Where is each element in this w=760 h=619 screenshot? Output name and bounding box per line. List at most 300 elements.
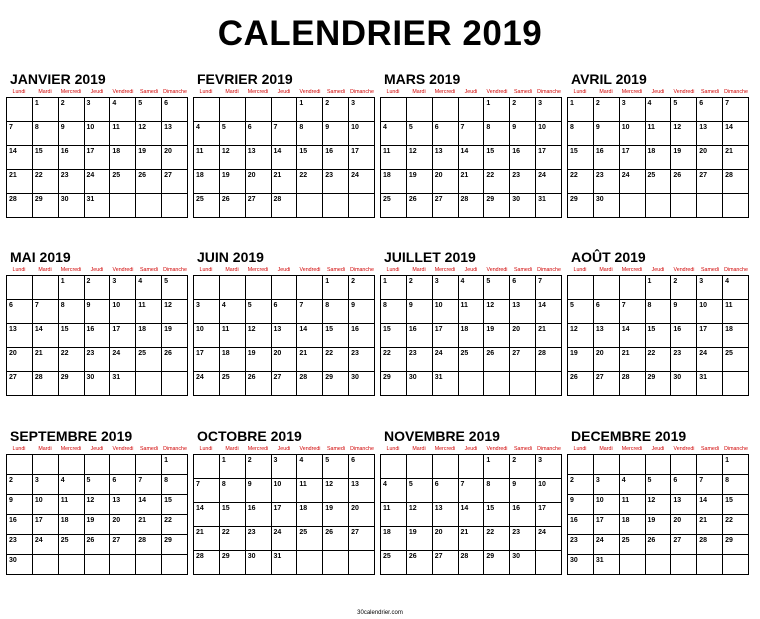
weekday-label: Mardi — [412, 446, 426, 452]
day-cell — [484, 551, 510, 575]
day-number: 9 — [512, 481, 517, 488]
day-cell — [406, 194, 432, 218]
day-cell — [136, 122, 162, 146]
day-cell — [297, 372, 323, 396]
day-cell — [697, 455, 723, 475]
week-row — [7, 372, 188, 396]
day-number: 20 — [512, 326, 521, 333]
day-cell — [406, 479, 432, 503]
day-number: 18 — [299, 505, 308, 512]
day-number: 1 — [164, 457, 168, 464]
day-cell — [136, 276, 162, 300]
day-cell — [219, 194, 245, 218]
day-cell — [697, 170, 723, 194]
day-number: 14 — [9, 148, 17, 155]
day-number: 6 — [512, 278, 517, 285]
day-number: 16 — [512, 505, 521, 512]
day-number: 15 — [486, 148, 495, 155]
weekday-label: Dimanche — [724, 267, 748, 273]
week-row — [7, 535, 188, 555]
day-number: 9 — [570, 497, 574, 504]
day-number: 26 — [86, 537, 95, 544]
day-cell — [323, 503, 349, 527]
day-number: 22 — [221, 529, 230, 536]
day-cell — [697, 495, 723, 515]
day-cell — [381, 194, 407, 218]
day-number: 22 — [325, 350, 334, 357]
day-number: 25 — [383, 196, 391, 203]
day-number: 23 — [247, 529, 256, 536]
day-number: 6 — [112, 477, 117, 484]
day-number: 25 — [647, 172, 656, 179]
day-cell — [58, 475, 84, 495]
day-number: 2 — [351, 278, 355, 285]
day-number: 28 — [34, 374, 43, 381]
weekday-label: Vendredi — [299, 446, 321, 452]
weekday-label: Dimanche — [537, 446, 561, 452]
month-grid — [567, 454, 749, 575]
day-cell — [323, 348, 349, 372]
day-number: 17 — [273, 505, 282, 512]
day-cell — [619, 122, 645, 146]
day-number: 28 — [9, 196, 17, 203]
day-cell — [593, 515, 619, 535]
day-cell — [58, 122, 84, 146]
month-title: DECEMBRE 2019 — [571, 428, 687, 444]
day-number: 16 — [325, 148, 334, 155]
day-cell — [723, 555, 749, 575]
day-cell — [271, 276, 297, 300]
day-number: 30 — [9, 557, 17, 564]
day-number: 23 — [351, 350, 359, 357]
day-number: 2 — [86, 278, 91, 285]
day-number: 11 — [460, 302, 468, 309]
day-cell — [619, 348, 645, 372]
day-number: 14 — [725, 124, 733, 131]
day-cell — [619, 276, 645, 300]
day-cell — [271, 146, 297, 170]
day-cell — [536, 194, 562, 218]
day-number: 20 — [164, 148, 172, 155]
day-cell — [110, 300, 136, 324]
day-cell — [697, 324, 723, 348]
day-number: 9 — [512, 124, 517, 131]
day-cell — [568, 146, 594, 170]
day-number: 7 — [725, 100, 729, 107]
day-cell — [110, 170, 136, 194]
day-cell — [162, 98, 188, 122]
day-number: 8 — [299, 124, 304, 131]
day-cell — [271, 551, 297, 575]
day-cell — [458, 170, 484, 194]
day-number: 11 — [383, 505, 391, 512]
day-cell — [7, 555, 33, 575]
day-number: 30 — [570, 557, 578, 564]
day-cell — [536, 122, 562, 146]
weekday-label: Samedi — [327, 267, 345, 273]
day-number: 29 — [325, 374, 334, 381]
weekday-label: Mercredi — [434, 89, 456, 95]
day-cell — [510, 455, 536, 479]
day-cell — [593, 555, 619, 575]
day-cell — [110, 348, 136, 372]
day-number: 25 — [112, 172, 121, 179]
day-cell — [32, 300, 58, 324]
day-cell — [619, 555, 645, 575]
weekday-label: Mercredi — [621, 89, 643, 95]
week-row — [381, 348, 562, 372]
day-number: 24 — [112, 350, 121, 357]
day-cell — [697, 348, 723, 372]
week-row — [568, 276, 749, 300]
weekday-label: Lundi — [573, 89, 587, 95]
day-number: 25 — [621, 537, 630, 544]
day-cell — [194, 372, 220, 396]
day-cell — [219, 146, 245, 170]
day-cell — [458, 348, 484, 372]
day-cell — [406, 348, 432, 372]
day-number: 4 — [196, 124, 200, 131]
day-number: 1 — [60, 278, 65, 285]
month-grid — [380, 454, 562, 575]
weekday-label: Lundi — [386, 446, 400, 452]
day-cell — [697, 535, 723, 555]
weekday-label: Samedi — [514, 267, 532, 273]
day-number: 25 — [60, 537, 69, 544]
day-cell — [32, 372, 58, 396]
day-cell — [484, 527, 510, 551]
day-cell — [568, 170, 594, 194]
day-number: 1 — [570, 100, 574, 107]
day-number: 6 — [273, 302, 278, 309]
day-cell — [381, 372, 407, 396]
day-cell — [349, 503, 375, 527]
day-cell — [697, 515, 723, 535]
day-cell — [323, 551, 349, 575]
day-cell — [58, 348, 84, 372]
day-cell — [245, 122, 271, 146]
day-number: 28 — [460, 196, 469, 203]
day-cell — [484, 503, 510, 527]
day-number: 12 — [408, 148, 417, 155]
weekday-label: Dimanche — [163, 446, 187, 452]
weekday-label: Mardi — [225, 89, 239, 95]
day-cell — [723, 495, 749, 515]
day-number: 21 — [621, 350, 630, 357]
day-cell — [432, 146, 458, 170]
day-number: 26 — [164, 350, 172, 357]
day-number: 10 — [196, 326, 204, 333]
day-cell — [349, 372, 375, 396]
day-cell — [723, 535, 749, 555]
day-cell — [162, 348, 188, 372]
day-number: 13 — [247, 148, 256, 155]
day-number: 7 — [9, 124, 13, 131]
day-cell — [536, 300, 562, 324]
day-cell — [162, 535, 188, 555]
day-cell — [723, 194, 749, 218]
day-cell — [162, 170, 188, 194]
day-cell — [645, 324, 671, 348]
week-row — [7, 98, 188, 122]
day-number: 15 — [164, 497, 172, 504]
day-cell — [162, 555, 188, 575]
weekday-label: Mardi — [38, 267, 52, 273]
day-number: 2 — [408, 278, 413, 285]
day-cell — [110, 98, 136, 122]
day-number: 5 — [138, 100, 143, 107]
day-number: 21 — [273, 172, 282, 179]
day-number: 17 — [699, 326, 708, 333]
day-cell — [297, 194, 323, 218]
week-row — [568, 300, 749, 324]
day-number: 29 — [383, 374, 391, 381]
day-cell — [536, 98, 562, 122]
day-number: 2 — [595, 100, 600, 107]
weekday-label: Samedi — [140, 89, 158, 95]
day-number: 9 — [595, 124, 600, 131]
day-cell — [58, 146, 84, 170]
weekday-header — [6, 266, 188, 274]
day-cell — [536, 551, 562, 575]
day-number: 30 — [60, 196, 69, 203]
day-cell — [194, 324, 220, 348]
day-cell — [162, 300, 188, 324]
day-cell — [7, 194, 33, 218]
month-calendar — [567, 70, 749, 218]
day-number: 19 — [138, 148, 147, 155]
week-row — [381, 551, 562, 575]
month-calendar — [6, 427, 188, 575]
day-cell — [406, 503, 432, 527]
day-cell — [697, 555, 723, 575]
day-cell — [245, 324, 271, 348]
day-cell — [484, 455, 510, 479]
day-cell — [219, 300, 245, 324]
day-cell — [349, 146, 375, 170]
day-cell — [723, 276, 749, 300]
day-number: 25 — [138, 350, 147, 357]
weekday-label: Jeudi — [464, 89, 478, 95]
day-cell — [406, 146, 432, 170]
day-number: 23 — [673, 350, 682, 357]
month-calendar — [380, 248, 562, 396]
day-number: 26 — [138, 172, 147, 179]
weekday-header — [193, 445, 375, 453]
day-cell — [219, 122, 245, 146]
day-number: 19 — [486, 326, 495, 333]
day-cell — [510, 503, 536, 527]
day-number: 10 — [351, 124, 359, 131]
day-cell — [194, 276, 220, 300]
weekday-label: Jeudi — [90, 89, 104, 95]
weekday-label: Jeudi — [277, 446, 291, 452]
day-number: 30 — [512, 196, 521, 203]
day-cell — [136, 324, 162, 348]
day-number: 10 — [273, 481, 282, 488]
day-cell — [458, 527, 484, 551]
day-number: 14 — [460, 148, 469, 155]
day-cell — [349, 455, 375, 479]
day-cell — [32, 455, 58, 475]
weekday-label: Jeudi — [90, 267, 104, 273]
day-number: 16 — [595, 148, 604, 155]
day-number: 15 — [486, 505, 495, 512]
day-cell — [194, 551, 220, 575]
day-cell — [58, 98, 84, 122]
day-cell — [484, 194, 510, 218]
day-cell — [645, 348, 671, 372]
day-number: 25 — [299, 529, 308, 536]
day-cell — [7, 98, 33, 122]
day-number: 22 — [647, 350, 656, 357]
day-number: 20 — [112, 517, 121, 524]
day-number: 14 — [699, 497, 708, 504]
day-cell — [297, 146, 323, 170]
day-number: 14 — [460, 505, 469, 512]
weekday-label: Mercredi — [247, 446, 269, 452]
day-cell — [84, 495, 110, 515]
day-number: 1 — [486, 457, 491, 464]
day-cell — [32, 515, 58, 535]
week-row — [7, 515, 188, 535]
day-cell — [484, 324, 510, 348]
day-cell — [568, 455, 594, 475]
week-row — [381, 372, 562, 396]
weekday-label: Vendredi — [486, 89, 508, 95]
day-number: 6 — [164, 100, 168, 107]
day-number: 30 — [512, 553, 521, 560]
day-cell — [593, 324, 619, 348]
day-cell — [619, 475, 645, 495]
day-cell — [406, 170, 432, 194]
day-cell — [323, 300, 349, 324]
day-cell — [723, 98, 749, 122]
day-cell — [84, 170, 110, 194]
day-cell — [84, 276, 110, 300]
day-cell — [458, 503, 484, 527]
day-cell — [297, 503, 323, 527]
day-number: 22 — [486, 529, 495, 536]
day-cell — [568, 300, 594, 324]
day-number: 29 — [570, 196, 578, 203]
day-cell — [697, 475, 723, 495]
day-cell — [162, 122, 188, 146]
day-number: 31 — [273, 553, 282, 560]
day-number: 23 — [595, 172, 604, 179]
day-cell — [723, 372, 749, 396]
day-number: 2 — [512, 457, 517, 464]
day-number: 8 — [725, 477, 729, 484]
day-cell — [245, 372, 271, 396]
day-number: 2 — [325, 100, 330, 107]
day-number: 9 — [408, 302, 413, 309]
day-number: 24 — [86, 172, 95, 179]
day-number: 3 — [351, 100, 355, 107]
day-cell — [297, 527, 323, 551]
day-number: 8 — [486, 124, 491, 131]
day-cell — [593, 372, 619, 396]
day-cell — [349, 324, 375, 348]
day-number: 6 — [247, 124, 252, 131]
day-cell — [136, 515, 162, 535]
day-cell — [536, 527, 562, 551]
day-number: 16 — [351, 326, 359, 333]
day-cell — [458, 276, 484, 300]
day-cell — [536, 170, 562, 194]
day-number: 11 — [621, 497, 630, 504]
day-number: 23 — [570, 537, 578, 544]
day-cell — [510, 122, 536, 146]
weekday-label: Mardi — [38, 446, 52, 452]
day-cell — [593, 300, 619, 324]
weekday-label: Vendredi — [673, 446, 695, 452]
day-cell — [110, 194, 136, 218]
day-cell — [406, 98, 432, 122]
day-number: 6 — [673, 477, 678, 484]
weekday-label: Vendredi — [112, 446, 134, 452]
day-cell — [323, 146, 349, 170]
day-number: 3 — [112, 278, 117, 285]
day-number: 11 — [725, 302, 733, 309]
day-cell — [58, 555, 84, 575]
day-cell — [723, 122, 749, 146]
day-cell — [645, 122, 671, 146]
day-cell — [7, 535, 33, 555]
day-cell — [381, 170, 407, 194]
day-cell — [510, 194, 536, 218]
day-number: 21 — [299, 350, 308, 357]
day-cell — [162, 455, 188, 475]
week-row — [194, 527, 375, 551]
day-cell — [136, 98, 162, 122]
day-number: 19 — [247, 350, 256, 357]
day-cell — [381, 324, 407, 348]
day-cell — [510, 170, 536, 194]
day-number: 6 — [699, 100, 704, 107]
day-cell — [568, 555, 594, 575]
weekday-label: Dimanche — [163, 267, 187, 273]
day-number: 14 — [34, 326, 43, 333]
day-number: 27 — [512, 350, 521, 357]
day-cell — [58, 535, 84, 555]
day-cell — [671, 146, 697, 170]
day-cell — [536, 455, 562, 479]
week-row — [194, 146, 375, 170]
weekday-label: Mardi — [38, 89, 52, 95]
month-grid — [193, 97, 375, 218]
day-number: 7 — [273, 124, 278, 131]
day-number: 6 — [595, 302, 600, 309]
day-cell — [219, 276, 245, 300]
month-title: SEPTEMBRE 2019 — [10, 428, 133, 444]
day-number: 18 — [621, 517, 630, 524]
weekday-label: Jeudi — [651, 89, 665, 95]
day-number: 20 — [699, 148, 708, 155]
day-cell — [568, 348, 594, 372]
day-number: 28 — [538, 350, 546, 357]
day-cell — [723, 348, 749, 372]
day-number: 10 — [699, 302, 708, 309]
day-cell — [136, 372, 162, 396]
day-number: 31 — [112, 374, 121, 381]
week-row — [381, 479, 562, 503]
day-cell — [297, 276, 323, 300]
day-cell — [484, 276, 510, 300]
week-row — [7, 276, 188, 300]
day-cell — [194, 479, 220, 503]
day-number: 8 — [221, 481, 226, 488]
